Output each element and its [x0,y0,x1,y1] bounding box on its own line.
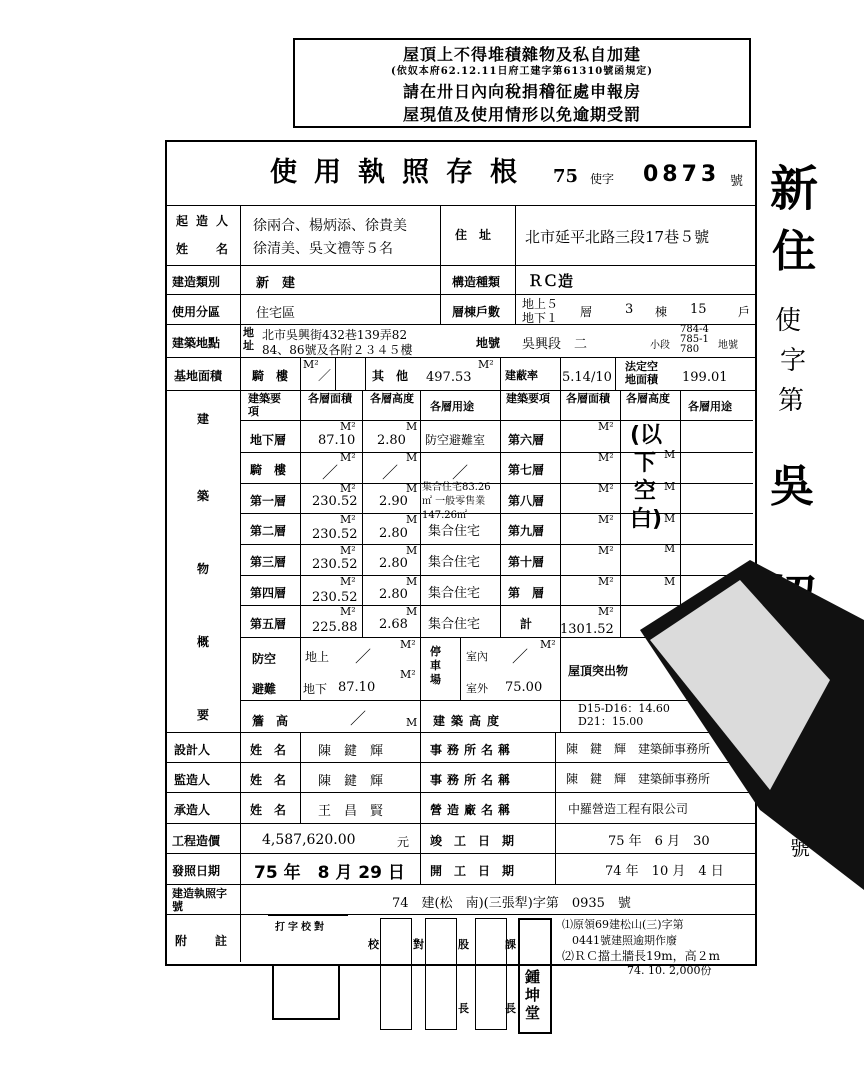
floor-height: ／ [382,463,399,482]
side-char: 住 [772,226,816,277]
floor-name: 第四層 [250,586,287,600]
form-number: 0873 [643,162,721,187]
complete-value: 75 年 6 月 30 [608,834,710,849]
col-use-right: 各層用途 [688,400,732,413]
other-label: 其 他 [372,369,409,383]
floor-name: 第一層 [250,494,287,508]
firm-label: 營造廠名稱 [430,803,516,817]
floor-area: ／ [322,463,339,482]
legal-area-label: 法定空地面積 [625,360,658,386]
zone-value: 住宅區 [256,306,296,321]
builder-label: 起造人 [176,214,237,228]
print-note: 74. 10. 2,000份 [627,964,712,977]
roof-label: 屋頂突出物 [568,664,629,678]
name-label: 姓 名 [250,773,287,787]
building-label-5: 要 [197,708,210,722]
notes-line-3: ⑵ＲＣ擋土牆長19m，高２m [562,949,721,963]
notes-line-1: ⑴原領69建松山(三)字第 [562,918,684,931]
floor-right-name: 第九層 [508,524,545,538]
notes-label: 附 註 [175,934,236,948]
side-char: 第 [778,386,805,416]
floor-use: 集合住宅 [428,555,481,570]
floor-right-name: 第七層 [508,463,545,477]
building-height-1: D15-D16：14.60 [578,702,670,715]
contractor-label: 承造人 [174,803,211,817]
site-label: 建築地點 [172,336,221,350]
legal-area-value: 199.01 [682,370,728,385]
site-line-1: 北市吳興街432巷139弄82 [262,328,408,342]
shelter-label-1: 防空 [252,652,277,666]
floor-height: 2.90 [379,494,408,509]
form-title: 使用執照存根 [270,157,534,188]
floor-name: 第三層 [250,555,287,569]
checker-label: 打字校對 [275,922,327,933]
builder-line-2: 徐清美、吳文禮等５名 [253,241,393,257]
floor-area: 230.52 [312,494,358,509]
sig-label: 校 [368,938,379,951]
checker-seal-2 [425,918,457,1030]
coverage-value: 5.14/10 [562,370,612,385]
col-use-left: 各層用途 [430,400,474,413]
cost-value: 4,587,620.00 [262,832,356,848]
buildings-word: 棟 [655,305,668,319]
floors-down: 地下１ [522,311,559,325]
supervisor-label: 監造人 [174,773,211,787]
floor-use: 防空避難室 [425,433,486,447]
floor-use: 集合住宅 [428,586,481,601]
floor-height: 2.68 [379,617,408,632]
firm-name: 中羅營造工程有限公司 [568,802,689,816]
supervisor-name: 陳 鍵 輝 [318,774,384,789]
form-number-suffix: 號 [730,174,744,189]
notes-line-2: 0441號建照逾期作廢 [572,934,677,947]
form-year: 75 [553,166,579,187]
floor-use: 集合住宅83.26㎡ 一般零售業147.26㎡ [422,482,491,521]
outdoor-value: 75.00 [505,680,543,695]
blank-note: (以下空白) [630,423,663,532]
shelter-label-2: 避難 [252,682,277,696]
floor-height: 2.80 [379,556,408,571]
floor-right-name: 第 層 [508,586,545,600]
folded-corner [630,560,864,890]
floors-up: 地上５ [522,297,559,311]
start-label: 開 工 日 期 [430,864,515,878]
notice-line-4: 屋現值及使用情形以免逾期受罰 [402,105,641,124]
side-char: 吳 [770,461,814,512]
building-label-4: 概 [197,635,210,649]
parking-label: 停車場 [430,645,441,686]
floor-use: 集合住宅 [428,617,481,632]
total-area: 1301.52 [560,622,614,637]
floor-name: 第二層 [250,524,287,538]
floor-area: 230.52 [312,527,358,542]
site-line-2: 84、86號及各附２３４５樓 [262,343,413,357]
build-type-label: 建造類別 [172,275,221,289]
start-value: 74 年 10 月 4 日 [605,864,724,879]
col-area-left: 各層面積 [308,392,352,405]
floor-right-name: 計 [520,617,533,631]
structure-value: ＲＣ造 [528,272,574,290]
lot-sub: 小段 [650,340,670,351]
building-height-2: D21：15.00 [578,715,644,728]
address-label: 住 址 [455,228,492,242]
shelter-below-label: 地下 [303,682,328,696]
other-value: 497.53 [426,370,472,385]
side-char: 號 [790,836,810,860]
floors-label: 層棟戶數 [452,305,501,319]
eaves-value: ／ [350,709,367,728]
floor-area: 225.88 [312,620,358,635]
building-label-1: 建 [197,412,210,426]
floor-name: 地下層 [250,433,287,447]
permit-value: 74 建(松 南)(三張犁)字第 0935 號 [392,896,631,911]
floor-area: 87.10 [318,433,356,448]
director-name: 鍾坤堂 [525,968,541,1022]
indoor-value: ／ [512,647,529,666]
notice-line-2: (依奴本府62.12.11日府工建字第61310號函規定) [391,66,653,77]
name-label: 姓 名 [250,743,287,757]
notice-line-3: 請在卅日內向稅捐稽征處申報房 [402,82,641,101]
buildings-count: 3 [625,302,634,317]
floor-name: 第五層 [250,617,287,631]
col-item-left: 建築要項 [248,392,281,418]
side-char: 使 [775,306,802,336]
shelter-above-label: 地上 [305,650,330,664]
floor-use: ／ [452,463,469,482]
sig-label: 對 [413,938,424,951]
coverage-label: 建蔽率 [505,369,538,382]
col-height-left: 各層高度 [370,392,414,405]
lot-label: 地號 [476,336,501,350]
sig-label: 課 [505,938,516,951]
floor-height: 2.80 [379,526,408,541]
builder-name-label: 姓 名 [176,242,237,256]
floor-area: 230.52 [312,590,358,605]
cost-label: 工程造價 [172,834,221,848]
contractor-name: 王 昌 賢 [318,804,384,819]
cost-unit: 元 [397,835,410,849]
lot-nums: 784-4 785-1 780 [680,324,709,355]
building-label-3: 物 [197,562,210,576]
shelter-above: ／ [355,647,372,666]
notice-line-1: 屋頂上不得堆積雜物及私自加建 [402,45,641,64]
complete-label: 竣 工 日 期 [430,834,515,848]
floor-height: 2.80 [377,433,406,448]
building-label-2: 築 [197,489,210,503]
form-cert-word: 使字 [590,172,615,186]
arcade-value: ／ [318,369,332,384]
floor-right-name: 第六層 [508,433,545,447]
designer-label: 設計人 [174,743,211,757]
office-label: 事務所名稱 [430,773,516,787]
lot-suffix: 地號 [718,340,738,351]
sig-label: 長 [458,1002,469,1015]
indoor-label: 室內 [466,650,488,663]
issue-label: 發照日期 [172,864,221,878]
col-item-right: 建築要項 [506,392,550,405]
office-supervisor: 陳 鍵 輝 建築師事務所 [566,772,711,786]
zone-label: 使用分區 [172,305,221,319]
sig-label: 長 [505,1002,516,1015]
side-char: 新 [770,161,819,217]
floor-right-name: 第十層 [508,555,545,569]
building-height-label: 建築高度 [433,714,506,728]
floor-height: 2.80 [379,587,408,602]
build-type-value: 新 建 [256,276,296,291]
floor-right-name: 第八層 [508,494,545,508]
lot-value: 吳興段 二 [522,337,588,352]
col-height-right: 各層高度 [626,392,670,405]
col-area-right: 各層面積 [566,392,610,405]
eaves-label: 簷 高 [252,714,289,728]
floor-use: 集合住宅 [428,524,481,539]
name-label: 姓 名 [250,803,287,817]
notice-stamp [293,38,751,128]
square-seal [272,964,340,1020]
base-area-label: 基地面積 [174,369,223,383]
site-sublabel: 地址 [243,326,254,352]
outdoor-label: 室外 [466,682,488,695]
checker-seal [380,918,412,1030]
address-value: 北市延平北路三段17巷５號 [525,228,710,246]
designer-name: 陳 鍵 輝 [318,744,384,759]
side-char: 字 [780,346,807,376]
office-designer: 陳 鍵 輝 建築師事務所 [566,742,711,756]
office-label: 事務所名稱 [430,743,516,757]
builder-line-1: 徐兩合、楊炳添、徐貴美 [253,218,407,234]
floor-area: 230.52 [312,557,358,572]
structure-label: 構造種類 [452,275,501,289]
floor-name: 騎 樓 [250,463,287,477]
arcade-label: 騎 樓 [252,369,289,383]
units-count: 15 [690,302,707,317]
floors-word: 層 [580,305,593,319]
section-chief-seal [475,918,507,1030]
issue-value: 75 年 8 月 29 日 [254,863,405,883]
units-word: 戶 [738,305,751,319]
shelter-below: 87.10 [338,680,376,695]
sig-label: 股 [458,938,469,951]
permit-label: 建造執照字號 [172,887,227,913]
